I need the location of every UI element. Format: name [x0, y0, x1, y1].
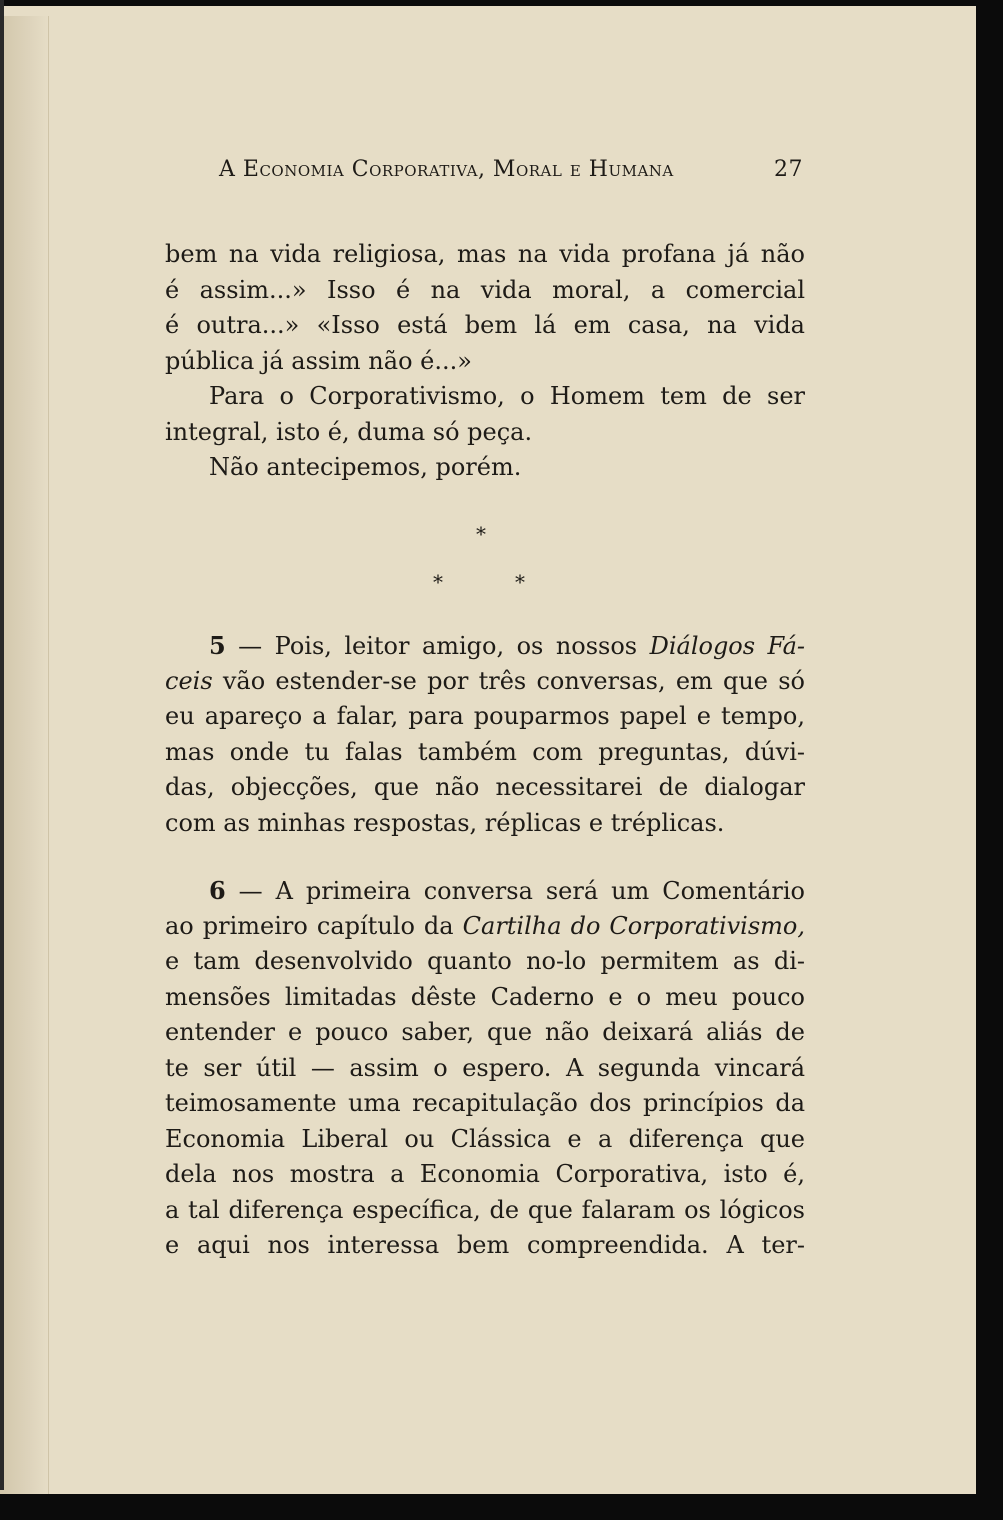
- asterism-top: *: [476, 522, 486, 546]
- text-line: mas onde tu falas também com preguntas, dúvi-: [165, 737, 805, 766]
- text-line: teimosamente uma recapitulação dos princípios da: [165, 1089, 805, 1117]
- text-run: — Pois, leitor amigo, os nossos: [225, 632, 650, 660]
- text-line: a tal diferença específica, de que falaram os lógicos: [165, 1195, 805, 1224]
- text-line: Não antecipemos, porém.: [209, 453, 522, 481]
- text-run: — A primeira conversa será um Comentário: [225, 877, 805, 905]
- paragraph-6: [165, 873, 805, 1264]
- text-line: integral, isto é, duma só peça.: [165, 417, 533, 446]
- text-line: e tam desenvolvido quanto no-lo permitem as di-: [165, 947, 805, 975]
- text-line: eu apareço a falar, para pouparmos papel e tempo,: [165, 702, 805, 730]
- running-header: [219, 157, 803, 189]
- paragraph-5: [165, 628, 805, 841]
- binding-edge: [0, 0, 4, 1490]
- text-line: Para o Corporativismo, o Homem tem de ser: [209, 382, 805, 410]
- text-line: é assim...» Isso é na vida moral, a comercial: [165, 275, 805, 304]
- paragraph-block-1: [165, 237, 805, 486]
- text-line: [165, 664, 805, 700]
- page-spine-shadow: [0, 16, 49, 1494]
- text-line: [165, 628, 805, 664]
- text-line: entender e pouco saber, que não deixará aliás de: [165, 1018, 805, 1046]
- italic-title: Diálogos Fá-: [649, 632, 805, 660]
- text-line: [165, 909, 805, 945]
- text-line: Economia Liberal ou Clássica e a diferença que: [165, 1124, 805, 1153]
- paragraph-number: 6: [209, 876, 226, 905]
- italic-title: Cartilha do Corporativismo,: [462, 911, 806, 940]
- text-line: [165, 873, 805, 909]
- text-line: das, objecções, que não necessitarei de dialogar: [165, 773, 805, 801]
- text-line: com as minhas respostas, réplicas e tréplicas.: [165, 808, 725, 837]
- page-number: 27: [774, 157, 803, 182]
- text-run: vão estender-se por três conversas, em que só: [212, 666, 805, 695]
- running-title: A Economia Corporativa, Moral e Humana: [219, 157, 674, 182]
- text-line: pública já assim não é...»: [165, 346, 472, 375]
- text-line: te ser útil — assim o espero. A segunda vincará: [165, 1053, 805, 1082]
- asterism-left: *: [433, 570, 443, 594]
- text-run: ao primeiro capítulo da: [165, 911, 463, 940]
- italic-title: ceis: [165, 666, 213, 695]
- text-line: dela nos mostra a Economia Corporativa, isto é,: [165, 1160, 805, 1188]
- text-line: mensões limitadas dêste Caderno e o meu pouco: [165, 982, 805, 1011]
- asterism-right: *: [515, 570, 525, 594]
- text-line: é outra...» «Isso está bem lá em casa, na vida: [165, 311, 805, 339]
- paragraph-number: 5: [209, 631, 226, 660]
- text-line: bem na vida religiosa, mas na vida profana já não: [165, 240, 805, 268]
- text-line: e aqui nos interessa bem compreendida. A ter-: [165, 1231, 805, 1259]
